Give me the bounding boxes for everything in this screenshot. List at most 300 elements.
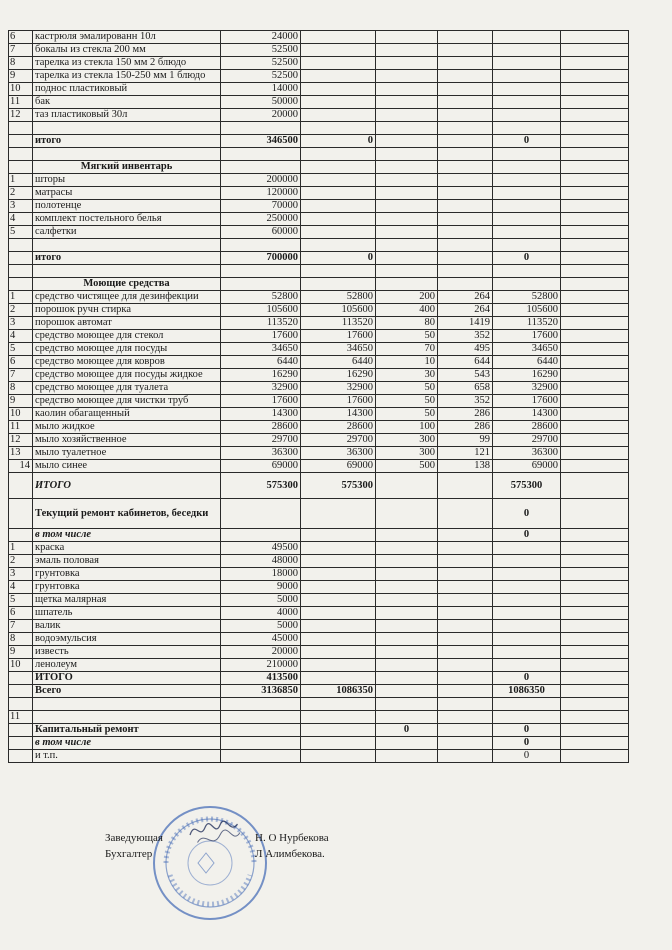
cell-value [301,44,376,57]
cell-value: 286 [438,421,493,434]
cell-value [221,161,301,174]
table-row [9,200,629,213]
cell-name: бокалы из стекла 200 мм [33,44,221,57]
cell-value: 500 [376,460,438,473]
cell-value: 575300 [221,473,301,499]
cell-value [561,408,629,421]
cell-value [561,265,629,278]
table-row [9,356,629,369]
cell-value: 300 [376,434,438,447]
cell-value: 34650 [493,343,561,356]
cell-value [376,135,438,148]
cell-value: 300 [376,447,438,460]
cell-value: 1419 [438,317,493,330]
cell-number: 9 [9,70,33,83]
cell-value [561,447,629,460]
cell-value [493,239,561,252]
cell-value: 575300 [301,473,376,499]
table-row [9,252,629,265]
cell-value [376,148,438,161]
cell-number: 6 [9,31,33,44]
cell-value [376,737,438,750]
cell-value [438,581,493,594]
cell-number [9,239,33,252]
cell-value [438,698,493,711]
cell-value [301,711,376,724]
cell-value: 29700 [301,434,376,447]
cell-value [376,265,438,278]
cell-value [301,278,376,291]
table-row [9,499,629,529]
cell-value [221,278,301,291]
cell-value [561,672,629,685]
cell-value: 352 [438,395,493,408]
table-row [9,685,629,698]
cell-value [561,83,629,96]
cell-value [438,529,493,542]
cell-value [561,750,629,763]
cell-value [301,70,376,83]
cell-value [561,607,629,620]
cell-value: 0 [493,252,561,265]
cell-value: 10 [376,356,438,369]
cell-value [221,529,301,542]
cell-name: Моющие средства [33,278,221,291]
cell-number [9,161,33,174]
cell-value: 32900 [221,382,301,395]
table-row [9,291,629,304]
cell-number: 1 [9,174,33,187]
cell-value: 16290 [493,369,561,382]
table-row [9,278,629,291]
cell-number [9,122,33,135]
cell-value [438,737,493,750]
cell-value: 69000 [493,460,561,473]
cell-value [301,122,376,135]
cell-value [301,529,376,542]
cell-name: комплект постельного белья [33,213,221,226]
cell-value [493,633,561,646]
cell-value [493,555,561,568]
cell-value [561,421,629,434]
table-row [9,434,629,447]
cell-name: средство моющее для стекол [33,330,221,343]
cell-value: 0 [493,499,561,529]
cell-value [301,555,376,568]
cell-value [561,200,629,213]
cell-name: Капитальный ремонт [33,724,221,737]
cell-number: 6 [9,607,33,620]
cell-value [561,434,629,447]
cell-value: 69000 [301,460,376,473]
cell-value [438,161,493,174]
table-row [9,148,629,161]
cell-value [438,57,493,70]
table-row [9,83,629,96]
cell-value [376,200,438,213]
cell-value [493,187,561,200]
cell-value [301,109,376,122]
cell-value [561,57,629,70]
table-row [9,369,629,382]
cell-value: 36300 [301,447,376,460]
cell-value [438,473,493,499]
cell-name [33,148,221,161]
cell-value [561,70,629,83]
cell-value [438,607,493,620]
cell-value [301,148,376,161]
cell-value [561,252,629,265]
cell-value: 45000 [221,633,301,646]
cell-number: 10 [9,659,33,672]
cell-value [438,711,493,724]
cell-value: 20000 [221,646,301,659]
cell-value [561,122,629,135]
cell-name: полотенце [33,200,221,213]
cell-value [221,265,301,278]
cell-value: 4000 [221,607,301,620]
cell-value [301,659,376,672]
cell-value [561,317,629,330]
cell-value [301,174,376,187]
cell-number: 2 [9,304,33,317]
cell-value [561,568,629,581]
cell-number [9,135,33,148]
cell-number: 8 [9,57,33,70]
table-row [9,672,629,685]
cell-value: 16290 [221,369,301,382]
cell-value [438,620,493,633]
cell-value: 34650 [221,343,301,356]
cell-value [561,356,629,369]
cell-value: 14300 [493,408,561,421]
cell-value [301,750,376,763]
table-row [9,330,629,343]
cell-value [376,252,438,265]
cell-value: 264 [438,291,493,304]
cell-value: 0 [493,737,561,750]
cell-value: 17600 [493,330,561,343]
cell-value: 50 [376,382,438,395]
cell-value [376,555,438,568]
cell-name: таз пластиковый 30л [33,109,221,122]
cell-value: 6440 [221,356,301,369]
cell-value [301,581,376,594]
cell-value [493,96,561,109]
cell-value [561,135,629,148]
cell-number: 13 [9,447,33,460]
cell-value: 60000 [221,226,301,239]
cell-value: 0 [493,672,561,685]
cell-value [493,70,561,83]
cell-number: 1 [9,291,33,304]
cell-value [493,200,561,213]
cell-name: салфетки [33,226,221,239]
cell-value [221,711,301,724]
cell-value: 29700 [221,434,301,447]
cell-value: 113520 [221,317,301,330]
cell-value: 352 [438,330,493,343]
cell-value [438,83,493,96]
cell-value [438,685,493,698]
cell-number: 14 [9,460,33,473]
cell-value [376,659,438,672]
cell-value [438,594,493,607]
cell-value [561,213,629,226]
cell-value: 1086350 [301,685,376,698]
cell-value: 50 [376,395,438,408]
cell-number: 10 [9,408,33,421]
cell-name: водоэмульсия [33,633,221,646]
cell-value: 28600 [301,421,376,434]
cell-value: 413500 [221,672,301,685]
cell-number: 3 [9,317,33,330]
cell-number: 9 [9,646,33,659]
cell-value [493,161,561,174]
cell-value: 14000 [221,83,301,96]
cell-value: 0 [376,724,438,737]
cell-value [438,122,493,135]
cell-name: средство моющее для ковров [33,356,221,369]
cell-value [438,265,493,278]
cell-value: 644 [438,356,493,369]
cell-value [376,529,438,542]
table-row [9,226,629,239]
cell-value [438,187,493,200]
cell-value: 14300 [221,408,301,421]
cell-name: ИТОГО [33,672,221,685]
cell-value [561,620,629,633]
cell-value: 700000 [221,252,301,265]
cell-number [9,148,33,161]
cell-value [376,698,438,711]
table-row [9,646,629,659]
cell-value: 264 [438,304,493,317]
cell-value [438,213,493,226]
cell-value: 49500 [221,542,301,555]
cell-value [376,31,438,44]
cell-value [438,633,493,646]
accountant-title: Бухгалтер [105,848,153,860]
cell-name: порошок ручн стирка [33,304,221,317]
cell-value [493,581,561,594]
cell-value [301,568,376,581]
cell-name: и т.п. [33,750,221,763]
cell-value [438,672,493,685]
cell-value: 495 [438,343,493,356]
cell-value [221,122,301,135]
table-row [9,460,629,473]
cell-value [561,109,629,122]
table-row [9,57,629,70]
cell-value: 105600 [221,304,301,317]
cell-value [561,555,629,568]
cell-value: 17600 [221,395,301,408]
cell-value [438,555,493,568]
cell-value [438,70,493,83]
cell-number: 4 [9,330,33,343]
cell-number: 7 [9,44,33,57]
cell-value: 28600 [221,421,301,434]
cell-value [301,542,376,555]
cell-value: 543 [438,369,493,382]
cell-value [561,473,629,499]
cell-value: 400 [376,304,438,317]
cell-value [376,685,438,698]
cell-number [9,265,33,278]
cell-value [376,187,438,200]
cell-value [561,460,629,473]
cell-number: 3 [9,568,33,581]
cell-number [9,724,33,737]
table-row [9,750,629,763]
cell-value: 52500 [221,44,301,57]
cell-name: шторы [33,174,221,187]
cell-value [301,646,376,659]
cell-value: 138 [438,460,493,473]
cell-name: в том числе [33,737,221,750]
cell-value [561,343,629,356]
cell-value: 6440 [493,356,561,369]
cell-value [376,122,438,135]
table-row [9,581,629,594]
cell-value [493,109,561,122]
cell-value: 105600 [301,304,376,317]
table-row [9,447,629,460]
cell-value [493,620,561,633]
cell-value [561,96,629,109]
cell-number [9,685,33,698]
table-row [9,265,629,278]
cell-value: 0 [301,252,376,265]
cell-name: Всего [33,685,221,698]
cell-value [301,83,376,96]
table-row [9,698,629,711]
cell-value [376,646,438,659]
cell-name: в том числе [33,529,221,542]
cell-name: Текущий ремонт кабинетов, беседки [33,499,221,529]
cell-value: 17600 [301,395,376,408]
cell-name: бак [33,96,221,109]
cell-value: 52500 [221,57,301,70]
cell-value [561,724,629,737]
cell-name [33,122,221,135]
cell-value: 34650 [301,343,376,356]
cell-name: каолин обагащенный [33,408,221,421]
cell-value [561,31,629,44]
cell-value [561,698,629,711]
cell-name [33,239,221,252]
cell-value: 210000 [221,659,301,672]
cell-value [561,304,629,317]
cell-value: 48000 [221,555,301,568]
cell-number: 6 [9,356,33,369]
cell-value [561,395,629,408]
cell-name: средство чистящее для дезинфекции [33,291,221,304]
cell-value: 575300 [493,473,561,499]
table-row [9,555,629,568]
cell-number: 7 [9,369,33,382]
cell-value: 3136850 [221,685,301,698]
cell-value [561,685,629,698]
cell-value [561,382,629,395]
cell-name: эмаль половая [33,555,221,568]
cell-value [438,174,493,187]
cell-value [221,750,301,763]
cell-name: известь [33,646,221,659]
cell-value [376,226,438,239]
cell-name: итого [33,135,221,148]
cell-value [376,83,438,96]
signature-scribble [160,815,270,875]
cell-number: 5 [9,226,33,239]
table-row [9,620,629,633]
cell-value: 100 [376,421,438,434]
cell-value [376,473,438,499]
table-row [9,239,629,252]
cell-value [493,122,561,135]
cell-value [221,724,301,737]
cell-value [493,698,561,711]
cell-number: 11 [9,421,33,434]
head-name: Н. О Нурбекова [255,832,329,844]
table-row [9,31,629,44]
cell-value [493,646,561,659]
table-row [9,304,629,317]
cell-value [493,278,561,291]
cell-value: 18000 [221,568,301,581]
cell-value [561,737,629,750]
cell-name: итого [33,252,221,265]
table-row [9,568,629,581]
cell-value [438,499,493,529]
cell-value [493,226,561,239]
cell-number [9,278,33,291]
cell-value [561,291,629,304]
cell-name: тарелка из стекла 150 мм 2 блюдо [33,57,221,70]
cell-value: 52500 [221,70,301,83]
cell-value: 0 [301,135,376,148]
cell-value: 36300 [221,447,301,460]
cell-value [221,148,301,161]
table-row [9,187,629,200]
table-row [9,607,629,620]
cell-value: 5000 [221,620,301,633]
cell-value [376,750,438,763]
cell-number: 11 [9,711,33,724]
cell-value [561,633,629,646]
cell-value [376,568,438,581]
cell-name: средство моющее для посуды [33,343,221,356]
cell-name: ленолеум [33,659,221,672]
cell-value: 32900 [301,382,376,395]
table-row [9,421,629,434]
table-row [9,633,629,646]
cell-name: мыло хозяйственное [33,434,221,447]
cell-value [438,568,493,581]
cell-value: 17600 [221,330,301,343]
cell-number: 4 [9,581,33,594]
cell-value [376,633,438,646]
cell-value: 70 [376,343,438,356]
cell-value: 99 [438,434,493,447]
cell-value [301,265,376,278]
cell-name: щетка малярная [33,594,221,607]
cell-value: 286 [438,408,493,421]
cell-value [301,698,376,711]
table-row [9,711,629,724]
cell-value [301,737,376,750]
